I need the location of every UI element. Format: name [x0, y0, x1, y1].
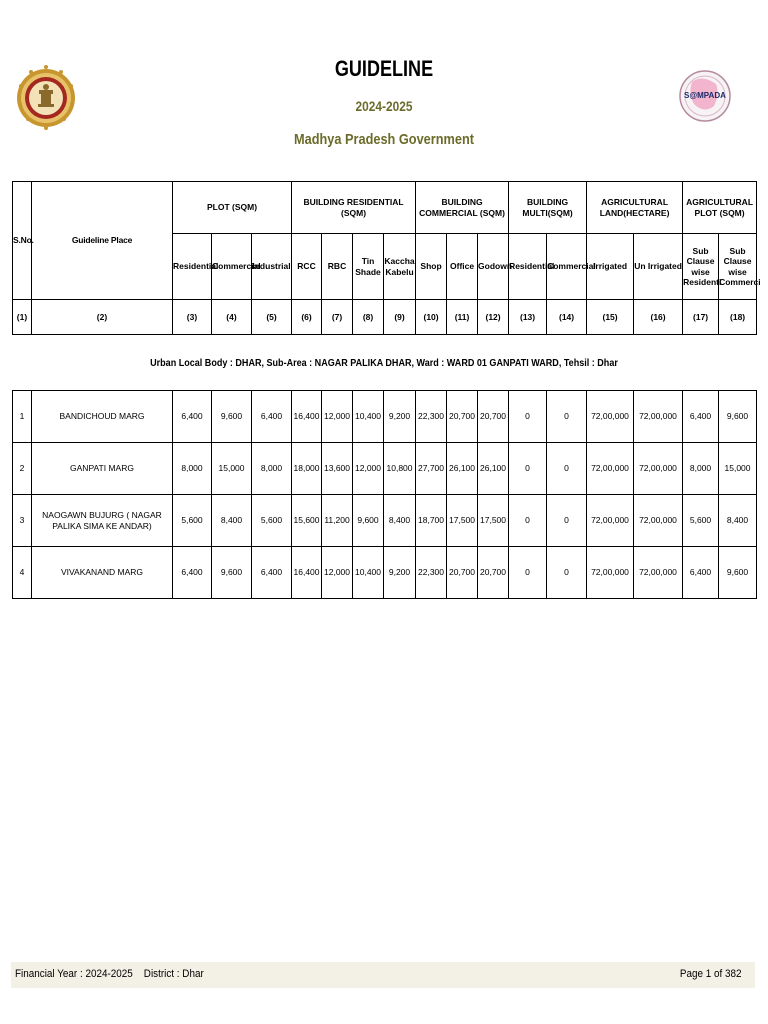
row-value: 9,600 [212, 547, 252, 599]
column-number: (14) [547, 300, 587, 335]
row-value: 6,400 [683, 391, 719, 443]
row-guideline-place: GANPATI MARG [32, 443, 173, 495]
row-value: 18,700 [416, 495, 447, 547]
row-value: 10,800 [384, 443, 416, 495]
row-value: 17,500 [478, 495, 509, 547]
row-value: 12,000 [322, 391, 353, 443]
row-value: 8,400 [212, 495, 252, 547]
column-number: (7) [322, 300, 353, 335]
row-value: 18,000 [292, 443, 322, 495]
row-value: 20,700 [447, 391, 478, 443]
row-value: 0 [509, 547, 547, 599]
row-value: 5,600 [173, 495, 212, 547]
column-header: Commercial [212, 234, 252, 300]
row-value: 26,100 [447, 443, 478, 495]
row-value: 6,400 [173, 391, 212, 443]
row-value: 9,600 [719, 547, 757, 599]
guideline-data-table [12, 390, 757, 599]
group-header-building-commercial: BUILDING COMMERCIAL (SQM) [416, 182, 509, 234]
row-value: 13,600 [322, 443, 353, 495]
column-header: Tin Shade [353, 234, 384, 300]
row-value: 9,200 [384, 547, 416, 599]
row-value: 22,300 [416, 391, 447, 443]
column-number: (18) [719, 300, 757, 335]
col-header-sno: S.No. [13, 182, 32, 300]
table-row [13, 443, 757, 495]
row-value: 8,000 [173, 443, 212, 495]
row-value: 72,00,000 [587, 443, 634, 495]
row-value: 6,400 [252, 391, 292, 443]
row-sno: 3 [13, 495, 32, 547]
row-guideline-place: VIVAKANAND MARG [32, 547, 173, 599]
row-value: 0 [547, 495, 587, 547]
row-value: 8,000 [252, 443, 292, 495]
row-value: 0 [509, 443, 547, 495]
column-header: Godown [478, 234, 509, 300]
row-guideline-place: BANDICHOUD MARG [32, 391, 173, 443]
column-number: (17) [683, 300, 719, 335]
row-value: 0 [509, 495, 547, 547]
col-header-place: Guideline Place [32, 182, 173, 300]
column-header: Industrial [252, 234, 292, 300]
group-header-plot: PLOT (SQM) [173, 182, 292, 234]
row-value: 72,00,000 [587, 547, 634, 599]
group-header-agricultural-plot: AGRICULTURAL PLOT (SQM) [683, 182, 757, 234]
row-value: 6,400 [173, 547, 212, 599]
row-value: 15,000 [212, 443, 252, 495]
row-value: 9,200 [384, 391, 416, 443]
column-header: Sub Clause wise Residenti [683, 234, 719, 300]
row-value: 16,400 [292, 547, 322, 599]
row-value: 8,400 [384, 495, 416, 547]
column-number: (12) [478, 300, 509, 335]
row-sno: 2 [13, 443, 32, 495]
row-value: 15,000 [719, 443, 757, 495]
table-row [13, 391, 757, 443]
table-row [13, 495, 757, 547]
column-number: (15) [587, 300, 634, 335]
column-number: (10) [416, 300, 447, 335]
column-header: RBC [322, 234, 353, 300]
row-value: 72,00,000 [634, 495, 683, 547]
row-value: 72,00,000 [587, 495, 634, 547]
column-number: (11) [447, 300, 478, 335]
section-title: Urban Local Body : DHAR, Sub-Area : NAGAR PALIKA DHAR, Ward : WARD 01 GANPATI WARD, Tehsil : Dhar [150, 357, 618, 369]
row-value: 0 [509, 391, 547, 443]
row-value: 20,700 [478, 391, 509, 443]
column-header: Kaccha Kabelu [384, 234, 416, 300]
column-number: (6) [292, 300, 322, 335]
row-value: 5,600 [683, 495, 719, 547]
column-header: Office [447, 234, 478, 300]
column-header: Irrigated [587, 234, 634, 300]
row-value: 0 [547, 391, 587, 443]
row-value: 9,600 [353, 495, 384, 547]
row-value: 20,700 [478, 547, 509, 599]
column-number: (5) [252, 300, 292, 335]
footer-financial-year-district: Financial Year : 2024-2025 District : Dhar [15, 968, 204, 980]
row-value: 12,000 [353, 443, 384, 495]
row-value: 17,500 [447, 495, 478, 547]
row-value: 11,200 [322, 495, 353, 547]
row-value: 9,600 [212, 391, 252, 443]
row-value: 27,700 [416, 443, 447, 495]
document-year: 2024-2025 [355, 98, 413, 114]
column-number: (16) [634, 300, 683, 335]
row-value: 22,300 [416, 547, 447, 599]
row-sno: 1 [13, 391, 32, 443]
row-value: 6,400 [252, 547, 292, 599]
group-header-agricultural-land: AGRICULTURAL LAND(HECTARE) [587, 182, 683, 234]
column-number: (8) [353, 300, 384, 335]
column-number: (9) [384, 300, 416, 335]
row-value: 10,400 [353, 547, 384, 599]
column-header: Sub Clause wise Commerci [719, 234, 757, 300]
column-header: Un Irrigated [634, 234, 683, 300]
sampada-logo-text: S@MPADA [684, 91, 726, 100]
group-header-building-multi: BUILDING MULTI(SQM) [509, 182, 587, 234]
column-number: (13) [509, 300, 547, 335]
row-value: 72,00,000 [634, 547, 683, 599]
row-value: 72,00,000 [587, 391, 634, 443]
row-value: 72,00,000 [634, 443, 683, 495]
government-name: Madhya Pradesh Government [294, 131, 474, 148]
row-value: 10,400 [353, 391, 384, 443]
column-header: Commercial [547, 234, 587, 300]
row-value: 26,100 [478, 443, 509, 495]
column-number: (3) [173, 300, 212, 335]
row-value: 9,600 [719, 391, 757, 443]
column-number: (1) [13, 300, 32, 335]
column-number-row [13, 300, 757, 335]
row-value: 8,000 [683, 443, 719, 495]
column-header: Residential [509, 234, 547, 300]
column-header: Residential [173, 234, 212, 300]
column-number: (4) [212, 300, 252, 335]
row-value: 6,400 [683, 547, 719, 599]
document-title: GUIDELINE [334, 56, 434, 81]
row-value: 72,00,000 [634, 391, 683, 443]
row-guideline-place: NAOGAWN BUJURG ( NAGAR PALIKA SIMA KE ANDAR) [32, 495, 173, 547]
column-header: RCC [292, 234, 322, 300]
guideline-header-table [12, 181, 761, 335]
row-value: 20,700 [447, 547, 478, 599]
table-row [13, 547, 757, 599]
footer-page-number: Page 1 of 382 [680, 968, 742, 980]
row-value: 8,400 [719, 495, 757, 547]
row-value: 5,600 [252, 495, 292, 547]
row-value: 12,000 [322, 547, 353, 599]
row-value: 0 [547, 443, 587, 495]
group-header-building-residential: BUILDING RESIDENTIAL (SQM) [292, 182, 416, 234]
column-number: (2) [32, 300, 173, 335]
row-value: 0 [547, 547, 587, 599]
row-value: 16,400 [292, 391, 322, 443]
column-header: Shop [416, 234, 447, 300]
row-value: 15,600 [292, 495, 322, 547]
row-sno: 4 [13, 547, 32, 599]
